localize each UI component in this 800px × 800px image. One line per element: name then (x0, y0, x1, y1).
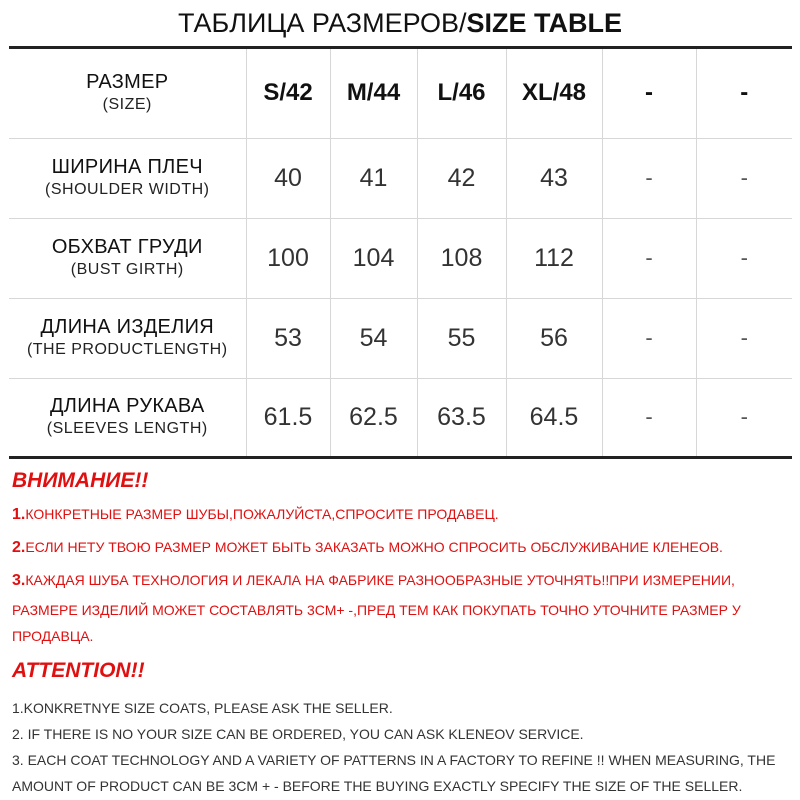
notice-heading-en: ATTENTION!! (12, 659, 145, 682)
notice-en-item-3-cont: AMOUNT OF PRODUCT CAN BE 3CM + - BEFORE THE BUYING EXACTLY SPECIFY THE SIZE OF THE SELLER. (12, 778, 743, 794)
header-size-m: M/44 (330, 49, 417, 138)
cell-value: 61.5 (246, 378, 330, 456)
header-label-ru: РАЗМЕР (86, 71, 169, 94)
cell-value: - (602, 218, 696, 298)
notice-ru-item-3-cont-2: ПРОДАВЦА. (12, 628, 94, 644)
header-size-empty-2: - (696, 49, 792, 138)
cell-value: - (740, 404, 748, 430)
cell-value: 40 (246, 138, 330, 218)
title-slash: / (459, 8, 467, 38)
notice-ru-item-1 (12, 502, 792, 527)
header-label-cell (9, 49, 246, 138)
cell-value: 63.5 (417, 378, 506, 456)
cell-value: 104 (330, 218, 417, 298)
header-label-en: (SIZE) (102, 96, 152, 114)
table-row-shoulder (9, 138, 792, 218)
notice-ru-item-3 (12, 568, 792, 593)
cell-value: 108 (417, 218, 506, 298)
notice-ru-num: 1. (12, 506, 26, 523)
row-label-cell (9, 218, 246, 298)
cell-value: 56 (506, 298, 602, 378)
row-label-cell (9, 298, 246, 378)
cell-value: - (602, 298, 696, 378)
row-label-en: (THE PRODUCTLENGTH) (26, 341, 228, 358)
row-label-en: (BUST GIRTH) (70, 261, 184, 278)
cell-value: - (696, 218, 792, 298)
row-label-ru: ДЛИНА ИЗДЕЛИЯ (40, 316, 215, 338)
notice-en-item-1: 1.KONKRETNYE SIZE COATS, PLEASE ASK THE SELLER. (12, 700, 393, 716)
notice-ru-text: КАЖДАЯ ШУБА ТЕХНОЛОГИЯ И ЛЕКАЛА НА ФАБРИКЕ РАЗНООБРАЗНЫЕ УТОЧНЯТЬ!!ПРИ ИЗМЕРЕНИИ, (25, 572, 735, 588)
cell-value: 64.5 (506, 378, 602, 456)
header-size-l: L/46 (417, 49, 506, 138)
notice-ru-item-2 (12, 535, 792, 560)
notice-en-item-2: 2. IF THERE IS NO YOUR SIZE CAN BE ORDERED, YOU CAN ASK KLENEOV SERVICE. (12, 726, 584, 742)
cell-value: 43 (506, 138, 602, 218)
row-label-cell (9, 378, 246, 456)
cell-value: 112 (506, 218, 602, 298)
row-label-ru: ШИРИНА ПЛЕЧ (51, 156, 203, 178)
notice-ru-item-3-cont-1: РАЗМЕРЕ ИЗДЕЛИЙ МОЖЕТ СОСТАВЛЯТЬ 3СМ+ -,ПРЕД ТЕМ КАК ПОКУПАТЬ ТОЧНО УТОЧНИТЕ РАЗМЕР У (12, 602, 741, 618)
notice-section (12, 466, 792, 798)
cell-value: 62.5 (330, 378, 417, 456)
notice-ru-num: 2. (12, 539, 26, 556)
cell-value: - (602, 138, 696, 218)
header-size-s: S/42 (246, 49, 330, 138)
header-size-xl: XL/48 (506, 49, 602, 138)
row-label-ru: ОБХВАТ ГРУДИ (51, 236, 203, 258)
title-ru: ТАБЛИЦА РАЗМЕРОВ (177, 8, 460, 38)
table-row-bust (9, 218, 792, 298)
table-header-row (9, 49, 792, 138)
row-label-en: (SLEEVES LENGTH) (46, 420, 208, 438)
row-label-ru: ДЛИНА РУКАВА (49, 395, 205, 418)
row-label-en: (SHOULDER WIDTH) (45, 181, 210, 198)
cell-value: 53 (246, 298, 330, 378)
table-row-length (9, 298, 792, 378)
notice-ru-text: КОНКРЕТНЫЕ РАЗМЕР ШУБЫ,ПОЖАЛУЙСТА,СПРОСИТЕ ПРОДАВЕЦ. (25, 506, 499, 522)
title-en: SIZE TABLE (466, 8, 623, 38)
notice-ru-num: 3. (12, 572, 26, 589)
table-row-sleeve (9, 378, 792, 456)
header-size-empty-1: - (602, 49, 696, 138)
cell-value: - (696, 138, 792, 218)
notice-heading-ru: ВНИМАНИЕ!! (12, 469, 149, 492)
row-label-cell (9, 138, 246, 218)
notice-ru-text: ЕСЛИ НЕТУ ТВОЮ РАЗМЕР МОЖЕТ БЫТЬ ЗАКАЗАТЬ МОЖНО СПРОСИТЬ ОБСЛУЖИВАНИЕ КЛЕНЕОВ. (25, 539, 723, 555)
cell-value: 54 (330, 298, 417, 378)
table-bottom-rule (9, 456, 792, 459)
page-title (0, 2, 800, 44)
cell-value: 100 (246, 218, 330, 298)
cell-value: - (602, 378, 696, 456)
cell-value: 42 (417, 138, 506, 218)
cell-value: 41 (330, 138, 417, 218)
size-table (9, 49, 792, 456)
notice-en-item-3: 3. EACH COAT TECHNOLOGY AND A VARIETY OF PATTERNS IN A FACTORY TO REFINE !! WHEN MEASURING, THE (12, 752, 776, 768)
cell-value: - (696, 298, 792, 378)
cell-value: 55 (417, 298, 506, 378)
